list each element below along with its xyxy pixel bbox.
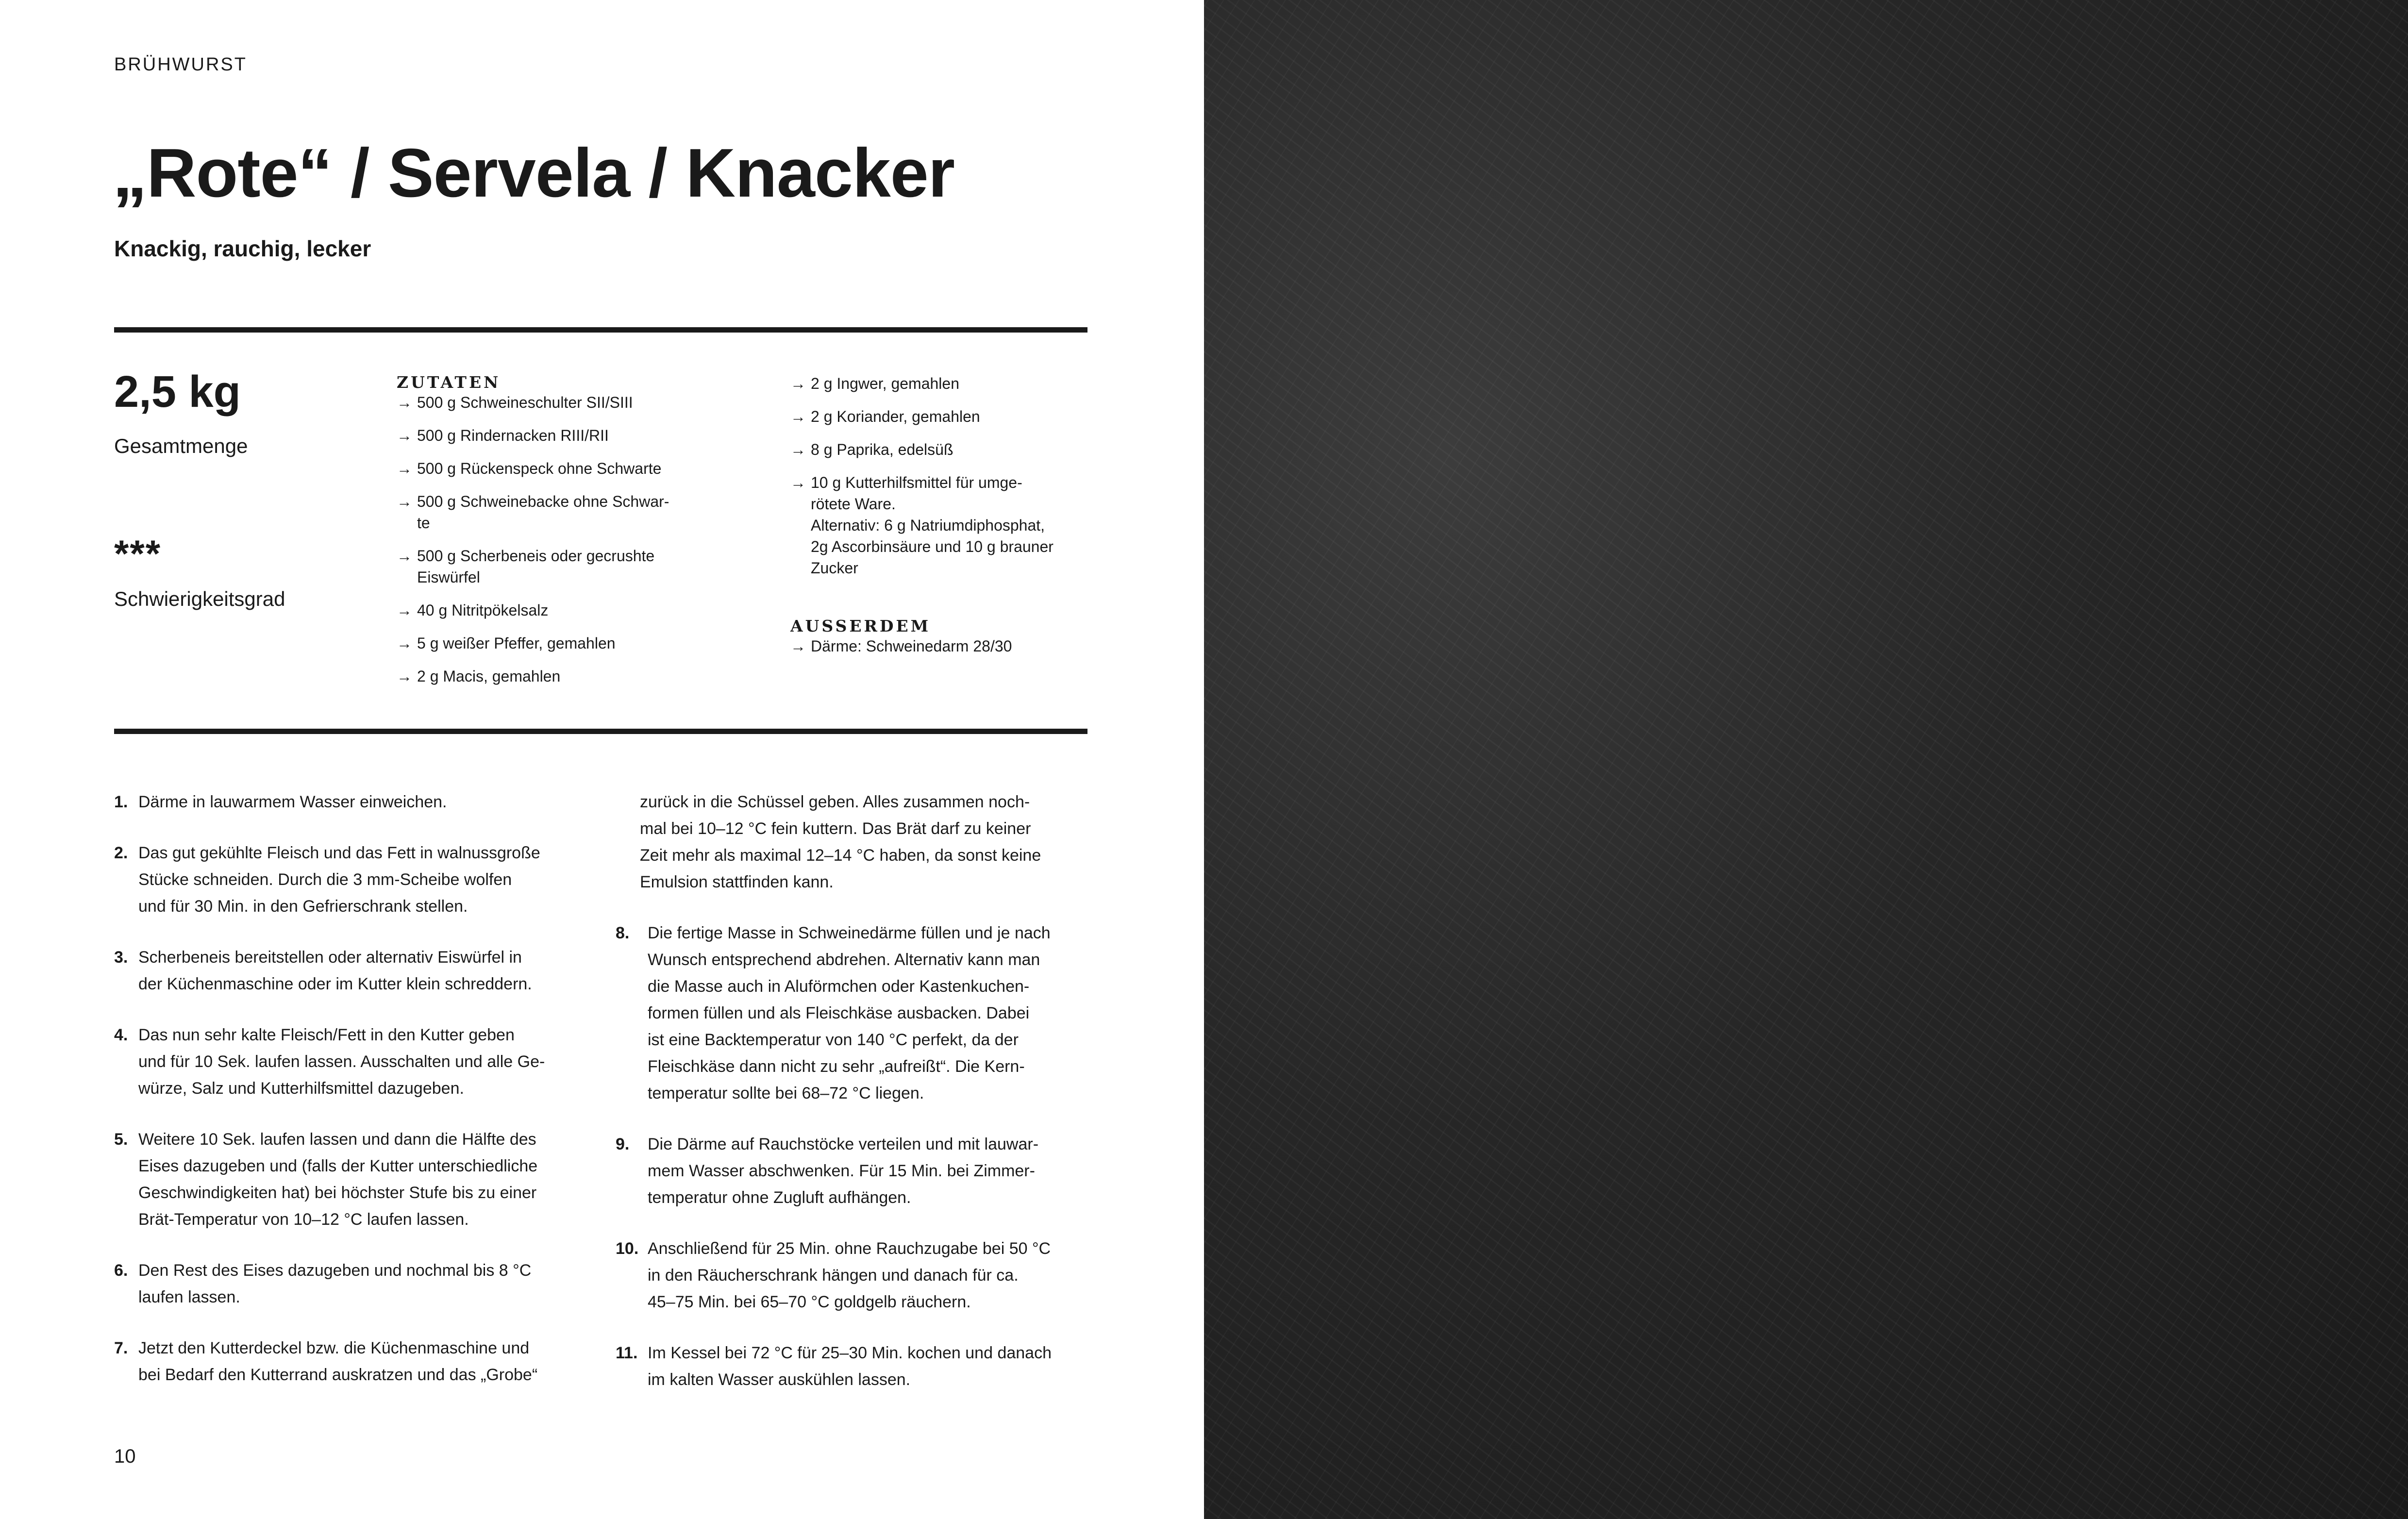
arrow-icon: → [397, 634, 412, 652]
step-number: 11. [616, 1344, 638, 1362]
step-item [114, 944, 575, 998]
step-number: 9. [616, 1135, 630, 1153]
arrow-icon: → [790, 637, 806, 655]
arrow-icon: → [397, 601, 412, 619]
arrow-icon: → [397, 547, 412, 565]
step-number: 4. [114, 1026, 128, 1044]
ingredient-item [397, 666, 698, 687]
ingredient-item [790, 472, 1091, 579]
ingredient-text: 500 g Schweineschulter SII/SIII [417, 394, 633, 411]
step-text: Im Kessel bei 72 °C für 25–30 Min. kochen und danach im kalten Wasser auskühlen lassen. [648, 1344, 1052, 1389]
step-item [114, 1257, 575, 1311]
page-number: 10 [114, 1446, 136, 1467]
extras-heading: AUSSERDEM [790, 617, 931, 635]
step-text: Därme in lauwarmem Wasser einweichen. [138, 793, 447, 811]
step-number: 2. [114, 844, 128, 862]
step-text: Anschließend für 25 Min. ohne Rauchzugabe bei 50 °C in den Räucherschrank hängen und danach für ca. 45–75 Min. bei 65–70 °C goldgelb räuchern. [648, 1239, 1051, 1311]
ingredient-text: 500 g Rindernacken RIII/RII [417, 427, 609, 444]
ingredient-item [790, 406, 1091, 427]
ingredients-list-continued [790, 373, 1091, 579]
difficulty-stars: *** [114, 532, 162, 575]
steps-list-continued [616, 920, 1091, 1393]
arrow-icon: → [790, 441, 806, 458]
steps-list [114, 789, 575, 1388]
section-kicker: BRÜHWURST [114, 54, 247, 75]
ingredient-item [790, 635, 1091, 657]
step-7-continuation: zurück in die Schüssel geben. Alles zusammen noch- mal bei 10–12 °C fein kuttern. Das Brät darf zu keiner Zeit mehr als maximal 12–14 °C haben, da sonst keine Emulsion stattfinden kann. [640, 793, 1041, 891]
step-text: Das gut gekühlte Fleisch und das Fett in walnussgroße Stücke schneiden. Durch die 3 mm-Scheibe wolfen und für 30 Min. in den Gefrierschrank stellen. [138, 844, 540, 916]
ingredient-text: 2 g Macis, gemahlen [417, 668, 561, 685]
arrow-icon: → [397, 394, 412, 411]
ingredient-item [397, 491, 698, 534]
step-number: 1. [114, 793, 128, 811]
ingredient-item [397, 633, 698, 654]
extras-block [790, 617, 1091, 657]
arrow-icon: → [790, 474, 806, 491]
step-item [114, 1126, 575, 1233]
step-text: Scherbeneis bereitstellen oder alternativ Eiswürfel in der Küchenmaschine oder im Kutter klein schreddern. [138, 948, 532, 993]
ingredient-text: Därme: Schweinedarm 28/30 [811, 637, 1012, 655]
divider-middle [114, 729, 1087, 734]
ingredient-text: 500 g Rückenspeck ohne Schwarte [417, 460, 662, 477]
total-amount-value: 2,5 kg [114, 367, 241, 417]
ingredient-item [397, 392, 698, 413]
step-text: Weitere 10 Sek. laufen lassen und dann die Hälfte des Eises dazugeben und (falls der Kutter unterschiedliche Geschwindigkeiten hat) bei höchster Stufe bis zu einer Brät-Temperatur von 10–12 °C laufen lassen. [138, 1130, 538, 1229]
step-number: 8. [616, 924, 630, 942]
step-number: 5. [114, 1130, 128, 1149]
ingredient-item [397, 600, 698, 621]
step-item [114, 840, 575, 920]
ingredients-column-2 [790, 373, 1091, 668]
step-text: Das nun sehr kalte Fleisch/Fett in den Kutter geben und für 10 Sek. laufen lassen. Ausschalten und alle Ge- würze, Salz und Kutterhilfsmittel dazugeben. [138, 1026, 545, 1098]
ingredient-text: 2 g Koriander, gemahlen [811, 408, 980, 425]
photo-page [1204, 0, 2408, 1519]
step-item [114, 1022, 575, 1102]
arrow-icon: → [397, 460, 412, 477]
difficulty-label: Schwierigkeitsgrad [114, 587, 285, 610]
step-number: 6. [114, 1261, 128, 1280]
ingredient-text: 5 g weißer Pfeffer, gemahlen [417, 634, 616, 652]
ingredients-heading: ZUTATEN [397, 373, 501, 392]
steps-column-2 [616, 789, 1091, 1418]
step-number: 10. [616, 1239, 639, 1258]
steps-column-1 [114, 789, 575, 1413]
recipe-title: „Rote“ / Servela / Knacker [113, 134, 955, 212]
step-item [616, 1131, 1091, 1211]
arrow-icon: → [397, 668, 412, 685]
ingredient-text: 2 g Ingwer, gemahlen [811, 375, 959, 392]
total-amount-label: Gesamtmenge [114, 434, 248, 457]
ingredient-text: 8 g Paprika, edelsüß [811, 441, 953, 458]
step-number: 7. [114, 1339, 128, 1357]
step-item [114, 1335, 575, 1388]
step-item [114, 789, 575, 816]
step-text: Jetzt den Kutterdeckel bzw. die Küchenmaschine und bei Bedarf den Kutterrand auskratzen und das „Grobe“ [138, 1339, 538, 1384]
arrow-icon: → [790, 408, 806, 425]
step-item [616, 1235, 1091, 1316]
ingredient-text: 10 g Kutterhilfsmittel für umge- rötete Ware. Alternativ: 6 g Natriumdiphosphat, 2g Ascorbinsäure und 10 g brauner Zucker [811, 474, 1054, 577]
recipe-subtitle: Knackig, rauchig, lecker [114, 236, 371, 261]
ingredient-text: 500 g Scherbeneis oder gecrushte Eiswürfel [417, 547, 655, 586]
step-item [616, 920, 1091, 1107]
step-item [616, 1340, 1091, 1393]
step-text: Die fertige Masse in Schweinedärme füllen und je nach Wunsch entsprechend abdrehen. Alternativ kann man die Masse auch in Aluförmchen oder Kastenkuchen- formen füllen und als Fleischkäse ausbacken. Dabei ist eine Backtemperatur von 140 °C perfekt, da der Fleischkäse dann nicht zu sehr „aufreißt“. Die Kern- temperatur sollte bei 68–72 °C liegen. [648, 924, 1051, 1102]
ingredient-text: 40 g Nitritpökelsalz [417, 601, 549, 619]
ingredient-item [790, 439, 1091, 460]
ingredient-text: 500 g Schweinebacke ohne Schwar- te [417, 493, 669, 532]
arrow-icon: → [397, 427, 412, 444]
ingredients-column-1 [397, 373, 698, 699]
ingredient-item [397, 425, 698, 446]
step-number: 3. [114, 948, 128, 967]
extras-list [790, 635, 1091, 657]
ingredients-list [397, 392, 698, 687]
step-text: Die Därme auf Rauchstöcke verteilen und mit lauwar- mem Wasser abschwenken. Für 15 Min. bei Zimmer- temperatur ohne Zugluft aufhängen. [648, 1135, 1039, 1207]
ingredient-item [397, 545, 698, 588]
step-text: Den Rest des Eises dazugeben und nochmal bis 8 °C laufen lassen. [138, 1261, 532, 1306]
arrow-icon: → [397, 493, 412, 510]
ingredient-item [790, 373, 1091, 394]
ingredient-item [397, 458, 698, 479]
arrow-icon: → [790, 375, 806, 392]
divider-top [114, 327, 1087, 333]
